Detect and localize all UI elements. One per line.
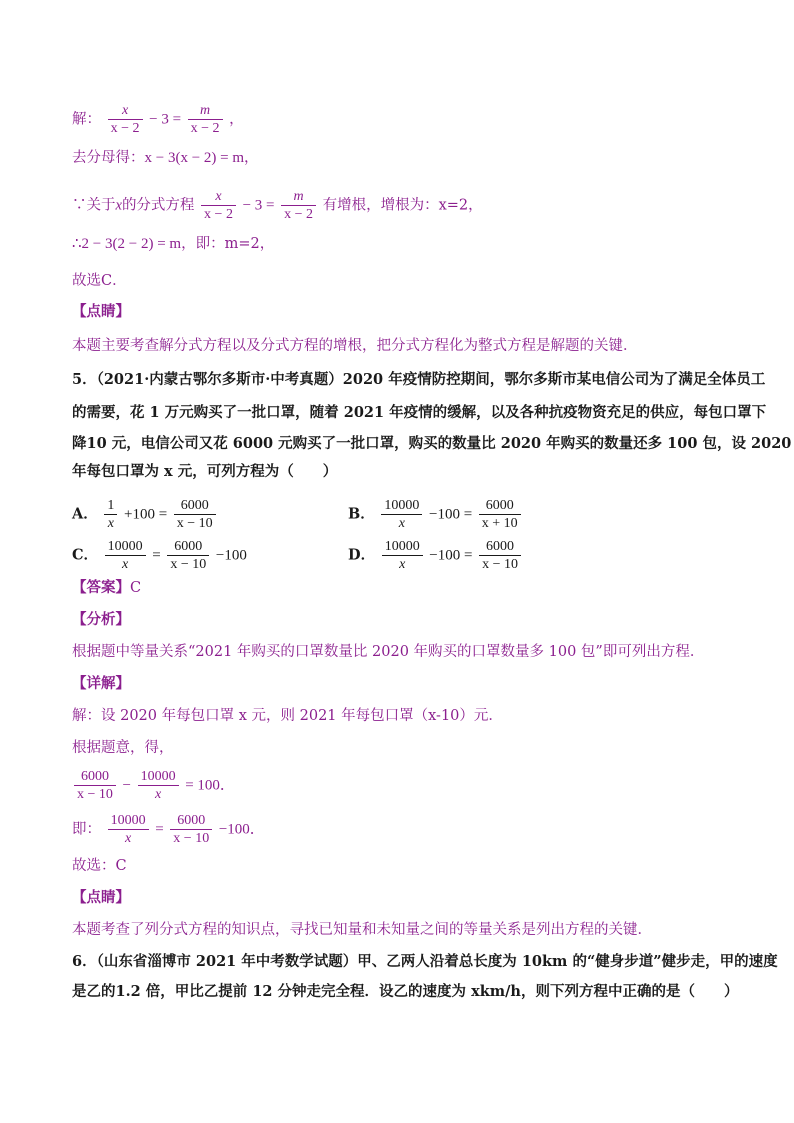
q5-answer: 【答案】C	[72, 579, 142, 596]
xiangjie-equation2: 即： $\frac{10000}{x}$ = $\frac{6000}{x - 10}$ −100．	[72, 813, 265, 846]
xiangjie-line2: 根据题意，得，	[72, 740, 174, 756]
solution-equation-line: 解： $\frac{x}{x - 2}$ − 3 = $\frac{m}{x - 2}$ ，	[72, 103, 244, 136]
solution-choice: 故选C．	[72, 273, 127, 289]
fraction-x-over-x-minus-2-b: $\frac{x}{x - 2}$	[201, 188, 236, 223]
q5-dianjing-text: 本题考查了列分式方程的知识点，寻找已知量和未知量之间的等量关系是列出方程的关键．	[72, 922, 652, 938]
solution-step-extraneous-root: ∵关于x的分式方程 $\frac{x}{x - 2}$ − 3 = $\frac{m}{x - 2}$ 有增根，增根为：x=2，	[72, 189, 483, 222]
q5-stem-line2: 的需要，花 1 万元购买了一批口罩，随着 2021 年疫情的缓解，以及各种抗疫物资充足的供应，每包口罩下	[72, 404, 767, 421]
q5-option-c: C． $\frac{10000}{x}$ = $\frac{6000}{x - 10}$ −100	[72, 539, 247, 572]
q5-dianjing-label: 【点睛】	[72, 889, 130, 906]
fenxi-label: 【分析】	[72, 611, 130, 628]
fenxi-text: 根据题中等量关系“2021 年购买的口罩数量比 2020 年购买的口罩数量多 100 包”即可列出方程．	[72, 644, 705, 660]
q5-option-d: D． $\frac{10000}{x}$ −100 = $\frac{6000}{x - 10}$	[348, 538, 523, 573]
q6-stem-line2: 是乙的1.2 倍，甲比乙提前 12 分钟走完全程．设乙的速度为 xkm/h，则下列方程中正确的是（ ）	[72, 983, 739, 1000]
solution-step-substitute: ∴2 − 3(2 − 2) = m，即：m=2，	[72, 236, 275, 252]
jie-label: 解：	[72, 111, 101, 128]
step1-math: x − 3(x − 2) = m	[144, 150, 245, 166]
fraction-m-over-x-minus-2: $\frac{m}{x - 2}$	[188, 102, 223, 137]
fraction-m-over-x-minus-2-b: $\frac{m}{x - 2}$	[281, 188, 316, 223]
fraction-x-over-x-minus-2: $\frac{x}{x - 2}$	[108, 102, 143, 137]
xiangjie-label: 【详解】	[72, 675, 130, 692]
q5-stem-line4: 年每包口罩为 x 元，可列方程为（ ）	[72, 463, 338, 480]
dianjing-label: 【点睛】	[72, 303, 130, 320]
minus-three: − 3 =	[149, 111, 182, 128]
q5-option-b: B． $\frac{10000}{x}$ −100 = $\frac{6000}{x + 10}$	[348, 497, 523, 532]
q6-stem-line1: 6．（山东省淄博市 2021 年中考数学试题）甲、乙两人沿着总长度为 10km 的“健身步道”健步走，甲的速度	[72, 953, 778, 970]
q5-stem-line1: 5．（2021·内蒙古鄂尔多斯市·中考真题）2020 年疫情防控期间，鄂尔多斯市某电信公司为了满足全体员工	[72, 371, 766, 388]
solution-step-clear-denominator: 去分母得：x − 3(x − 2) = m，	[72, 150, 259, 166]
xiangjie-equation1: $\frac{6000}{x - 10}$ − $\frac{10000}{x}$ = 100．	[72, 768, 235, 803]
q5-stem-line3: 降10 元，电信公司又花 6000 元购买了一批口罩，购买的数量比 2020 年购买的数量还多 100 包，设 2020	[72, 435, 792, 452]
xiangjie-choice: 故选：C	[72, 858, 127, 874]
q5-option-a: A． $\frac{1}{x}$ +100 = $\frac{6000}{x - 10}$	[72, 497, 218, 532]
dianjing-text: 本题主要考查解分式方程以及分式方程的增根，把分式方程化为整式方程是解题的关键．	[72, 338, 638, 354]
xiangjie-line1: 解：设 2020 年每包口罩 x 元，则 2021 年每包口罩（x-10）元．	[72, 708, 503, 724]
